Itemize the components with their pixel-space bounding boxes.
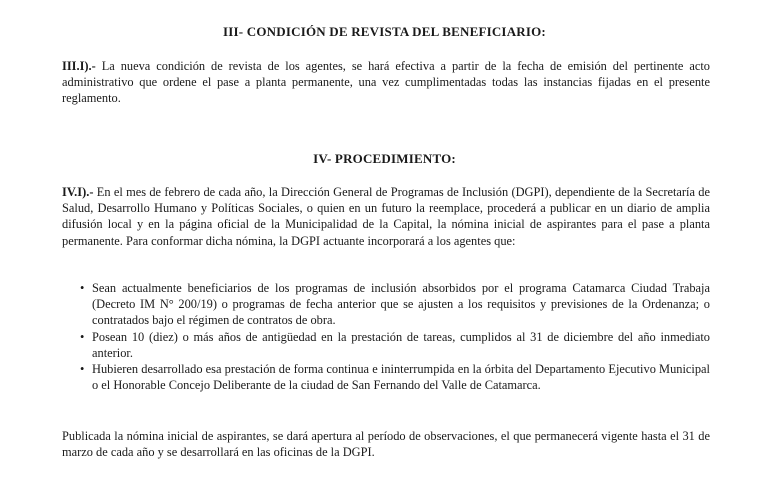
section-4-clause: [62, 184, 710, 249]
clause-label-4-1: IV.I).-: [62, 185, 94, 199]
list-item-text: Sean actualmente beneficiarios de los programas de inclusión absorbidos por el programa Catamarca Ciudad Trabaja (Decreto IM N° 200/19) o programas de fecha anterior que se ajusten a los requisitos y previsiones de la Ordenanza; o contratados bajo el régimen de contratos de obra.: [92, 281, 710, 328]
list-item: [80, 329, 710, 361]
section-3-clause: [62, 58, 710, 107]
list-item: [80, 280, 710, 329]
section-3-heading: III- CONDICIÓN DE REVISTA DEL BENEFICIARIO:: [223, 24, 546, 39]
bullet-icon: •: [80, 362, 85, 377]
clause-text-4-1: En el mes de febrero de cada año, la Dirección General de Programas de Inclusión (DGPI), dependiente de la Secretaría de Salud, Desarrollo Humano y Políticas Sociales, o quien en un futuro la reemplace, procederá a publicar en un diario de amplia difusión local y en la página oficial de la Municipalidad de la Capital, la nómina inicial de aspirantes para el pase a planta permanente. Para conformar dicha nómina, la DGPI actuante incorporará a los agentes que:: [62, 185, 710, 248]
list-item: [80, 361, 710, 393]
clause-text-3-1: La nueva condición de revista de los agentes, se hará efectiva a partir de la fecha de emisión del pertinente acto administrativo que ordene el pase a planta permanente, una vez cumplimentadas todas las instancias fijadas en el presente reglamento.: [62, 59, 710, 106]
list-item-text: Posean 10 (diez) o más años de antigüedad en la prestación de tareas, cumplidos al 31 de diciembre del año inmediato anterior.: [92, 329, 710, 360]
list-item-text: Hubieren desarrollado esa prestación de forma continua e ininterrumpida en la órbita del Departamento Ejecutivo Municipal o el Honorable Concejo Deliberante de la ciudad de San Fernando del Valle de Catamarca.: [92, 362, 710, 393]
bullet-icon: •: [80, 281, 85, 295]
closing-paragraph: Publicada la nómina inicial de aspirantes, se dará apertura al período de observaciones, el que permanecerá vigente hasta el 31 de marzo de cada año y se desarrollará en las oficinas de la DGPI.: [62, 429, 710, 460]
bullet-icon: •: [80, 329, 85, 344]
section-4-heading: IV- PROCEDIMIENTO:: [313, 151, 456, 166]
clause-label-3-1: III.I).-: [62, 59, 96, 73]
requirements-list: [80, 280, 710, 393]
